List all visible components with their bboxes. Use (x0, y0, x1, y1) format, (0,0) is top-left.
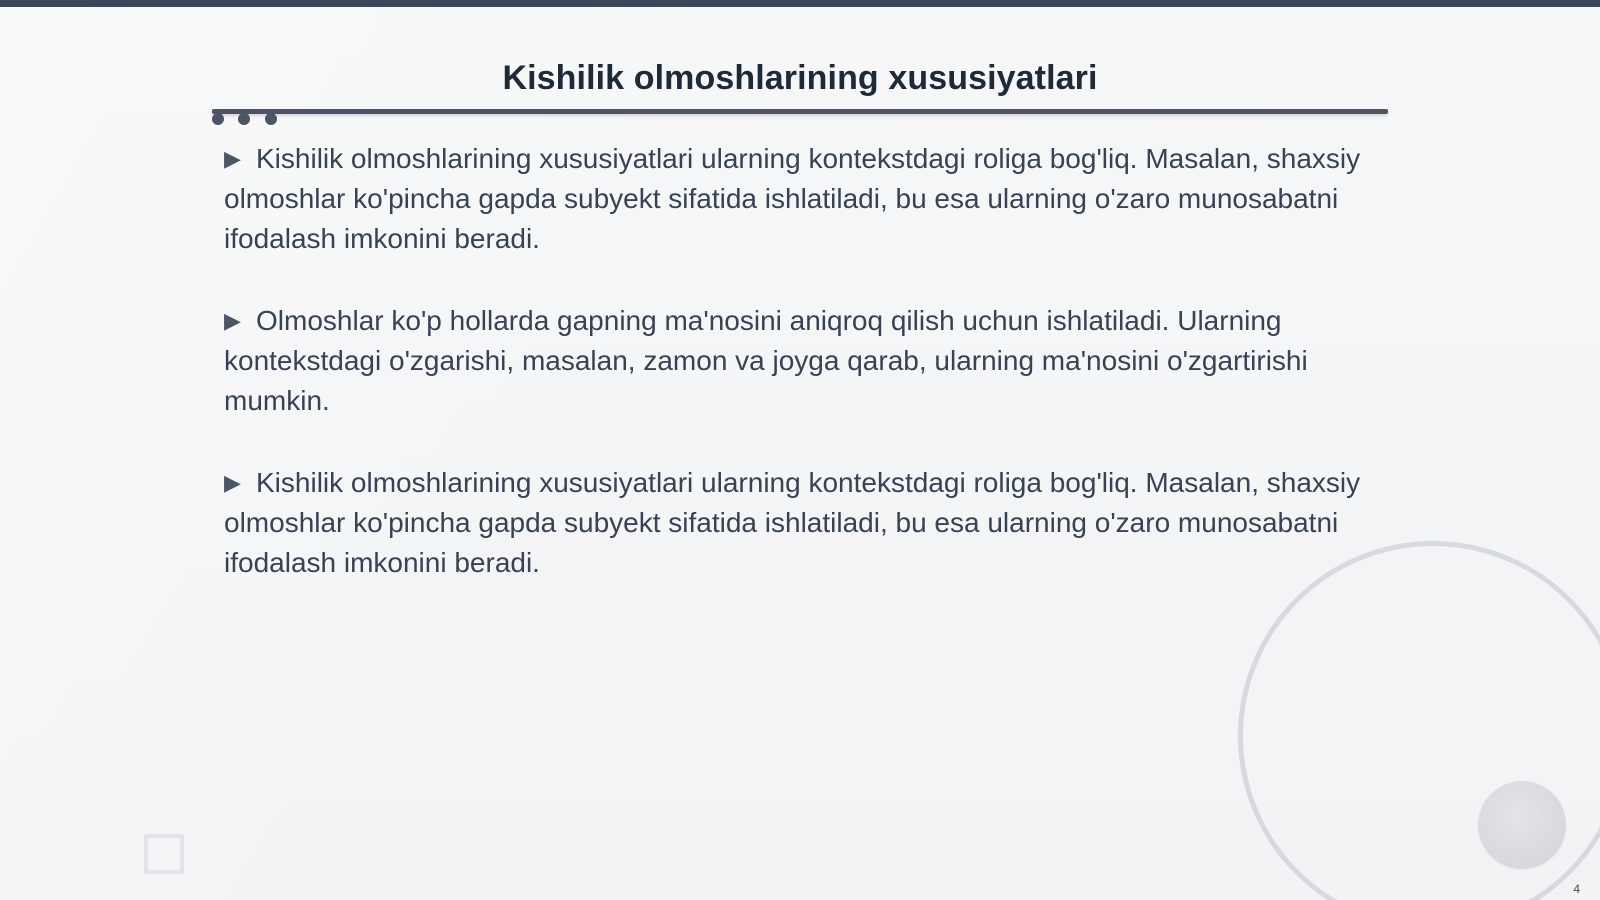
decorative-square (144, 834, 184, 874)
bullet-text: Olmoshlar ko'p hollarda gapning ma'nosini aniqroq qilish uchun ishlatiladi. Ularning kontekstdagi o'zgarishi, masalan, zamon va joyga qarab, ularning ma'nosini o'zgartirishi mumkin. (224, 305, 1308, 416)
triangle-right-icon: ▶ (224, 146, 241, 171)
triangle-right-icon: ▶ (224, 308, 241, 333)
decorative-dot (212, 113, 224, 125)
bullet-text: Kishilik olmoshlarining xususiyatlari ularning kontekstdagi roliga bog'liq. Masalan, shaxsiy olmoshlar ko'pincha gapda subyekt sifatida ishlatiladi, bu esa ularning o'zaro munosabatni ifodalash imkonini beradi. (224, 467, 1361, 578)
bullet-item (224, 463, 1364, 583)
decorative-circle (1478, 781, 1566, 869)
slide-title: Kishilik olmoshlarining xususiyatlari (502, 59, 1098, 97)
top-accent-bar (0, 0, 1600, 7)
bullet-text: Kishilik olmoshlarining xususiyatlari ularning kontekstdagi roliga bog'liq. Masalan, shaxsiy olmoshlar ko'pincha gapda subyekt sifatida ishlatiladi, bu esa ularning o'zaro munosabatni ifodalash imkonini beradi. (224, 143, 1361, 254)
title-underline (212, 109, 1388, 114)
triangle-right-icon: ▶ (224, 470, 241, 495)
bullet-item (224, 139, 1364, 259)
page-number: 4 (1573, 882, 1580, 896)
bullet-item (224, 301, 1364, 421)
decorative-dot (265, 113, 277, 125)
bullet-list (224, 139, 1364, 625)
decorative-dot (238, 113, 250, 125)
